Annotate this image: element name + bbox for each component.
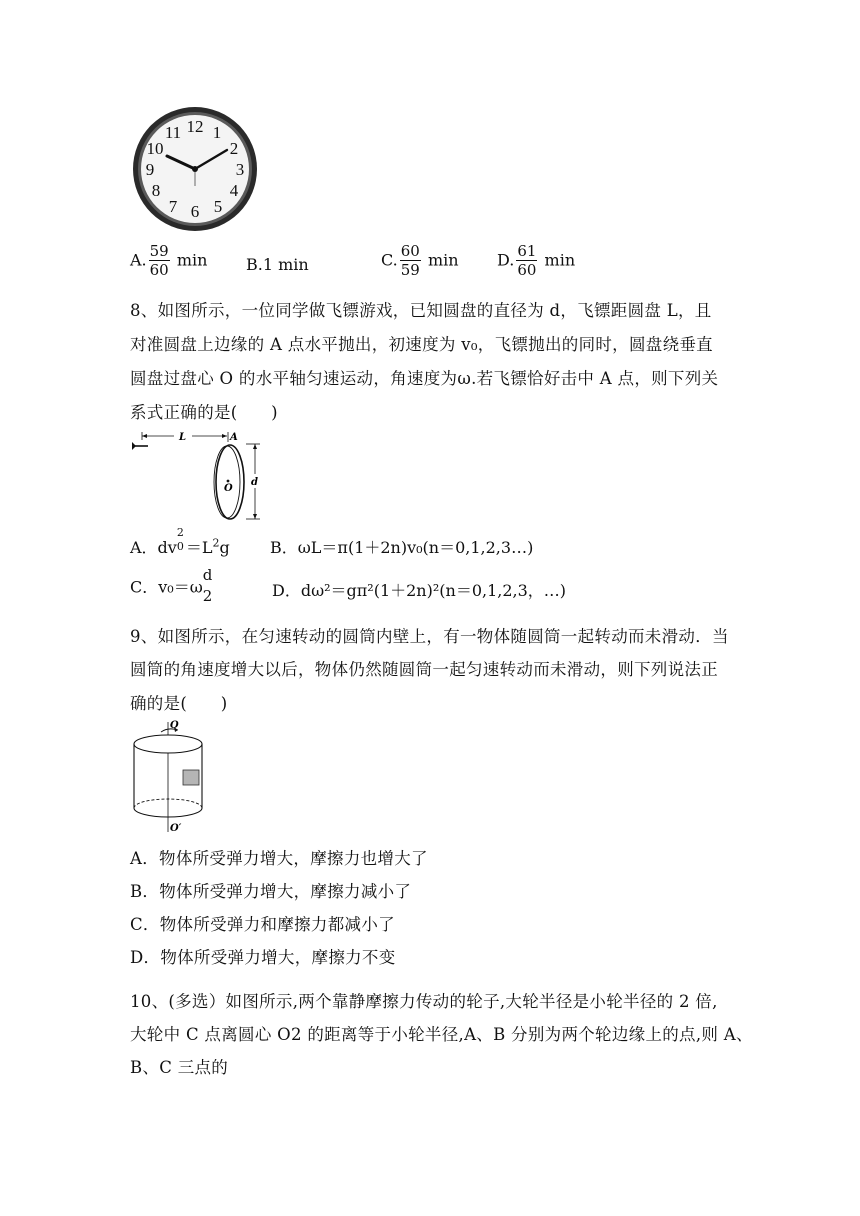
q9-option-c: C．物体所受弹力和摩擦力都减小了: [130, 915, 395, 934]
q8-option-b: B．ωL＝π(1＋2n)v₀(n＝0,1,2,3…): [270, 538, 534, 557]
q8-text-line: 圆盘过盘心 O 的水平轴匀速运动，角速度为ω.若飞镖恰好击中 A 点，则下列关: [130, 369, 719, 388]
q8-option-a: A．dv 0 2 $=L^2g$: [130, 526, 230, 557]
label-O: O: [224, 483, 233, 494]
label-axis-top: O: [170, 720, 179, 731]
clock-number: 2: [229, 139, 239, 158]
q7-option-a: A. $\frac{59}{60}$ min: [130, 242, 208, 279]
q10-text-line: 10、(多选）如图所示,两个靠静摩擦力传动的轮子,大轮半径是小轮半径的 2 倍,: [130, 992, 718, 1011]
q7-option-c: C. $\frac{60}{59}$ min: [381, 242, 459, 279]
clock-number: 8: [151, 181, 161, 200]
q9-text-line: 圆筒的角速度增大以后，物体仍然随圆筒一起匀速转动而未滑动，则下列说法正: [130, 660, 718, 679]
clock-number: 3: [235, 160, 245, 179]
q8-option-c: C．v₀＝ω d 2: [130, 566, 213, 605]
label-A: A: [230, 432, 238, 443]
q9-option-a: A．物体所受弹力增大，摩擦力也增大了: [130, 849, 428, 868]
label-d: d: [251, 477, 258, 488]
clock-number: 11: [164, 123, 182, 142]
q7-option-b: B.1 min: [246, 255, 309, 274]
dart-disk-figure: [130, 428, 270, 524]
clock-number: 6: [190, 202, 200, 221]
clock-number: 12: [186, 117, 204, 136]
clock-number: 9: [145, 160, 155, 179]
label-axis-bottom: O′: [170, 823, 182, 834]
q8-text-line: 系式正确的是( ): [130, 403, 278, 422]
cylinder-figure: [128, 716, 218, 838]
clock-number: 10: [146, 139, 164, 158]
q9-option-b: B．物体所受弹力增大，摩擦力减小了: [130, 882, 412, 901]
q10-text-line: B、C 三点的: [130, 1058, 229, 1077]
q9-text-line: 确的是( ): [130, 694, 228, 713]
clock-number: 5: [213, 197, 223, 216]
q8-text-line: 对准圆盘上边缘的 A 点水平抛出，初速度为 v₀，飞镖抛出的同时，圆盘绕垂直: [130, 335, 713, 354]
label-L: L: [179, 432, 187, 443]
q9-text-line: 9、如图所示，在匀速转动的圆筒内壁上，有一物体随圆筒一起转动而未滑动．当: [130, 627, 729, 646]
q7-option-d: D. $\frac{61}{60}$ min: [497, 242, 576, 279]
clock-number: 1: [212, 123, 222, 142]
clock-number: 7: [168, 197, 178, 216]
q8-option-d: D．dω²＝gπ²(1＋2n)²(n＝0,1,2,3，…): [272, 581, 567, 600]
clock-figure: [130, 106, 260, 232]
clock-number: 4: [229, 181, 239, 200]
q8-text-line: 8、如图所示，一位同学做飞镖游戏，已知圆盘的直径为 d，飞镖距圆盘 L，且: [130, 301, 712, 320]
q9-option-d: D．物体所受弹力增大，摩擦力不变: [130, 948, 396, 967]
q10-text-line: 大轮中 C 点离圆心 O2 的距离等于小轮半径,A、B 分别为两个轮边缘上的点,则 A、: [130, 1025, 753, 1044]
